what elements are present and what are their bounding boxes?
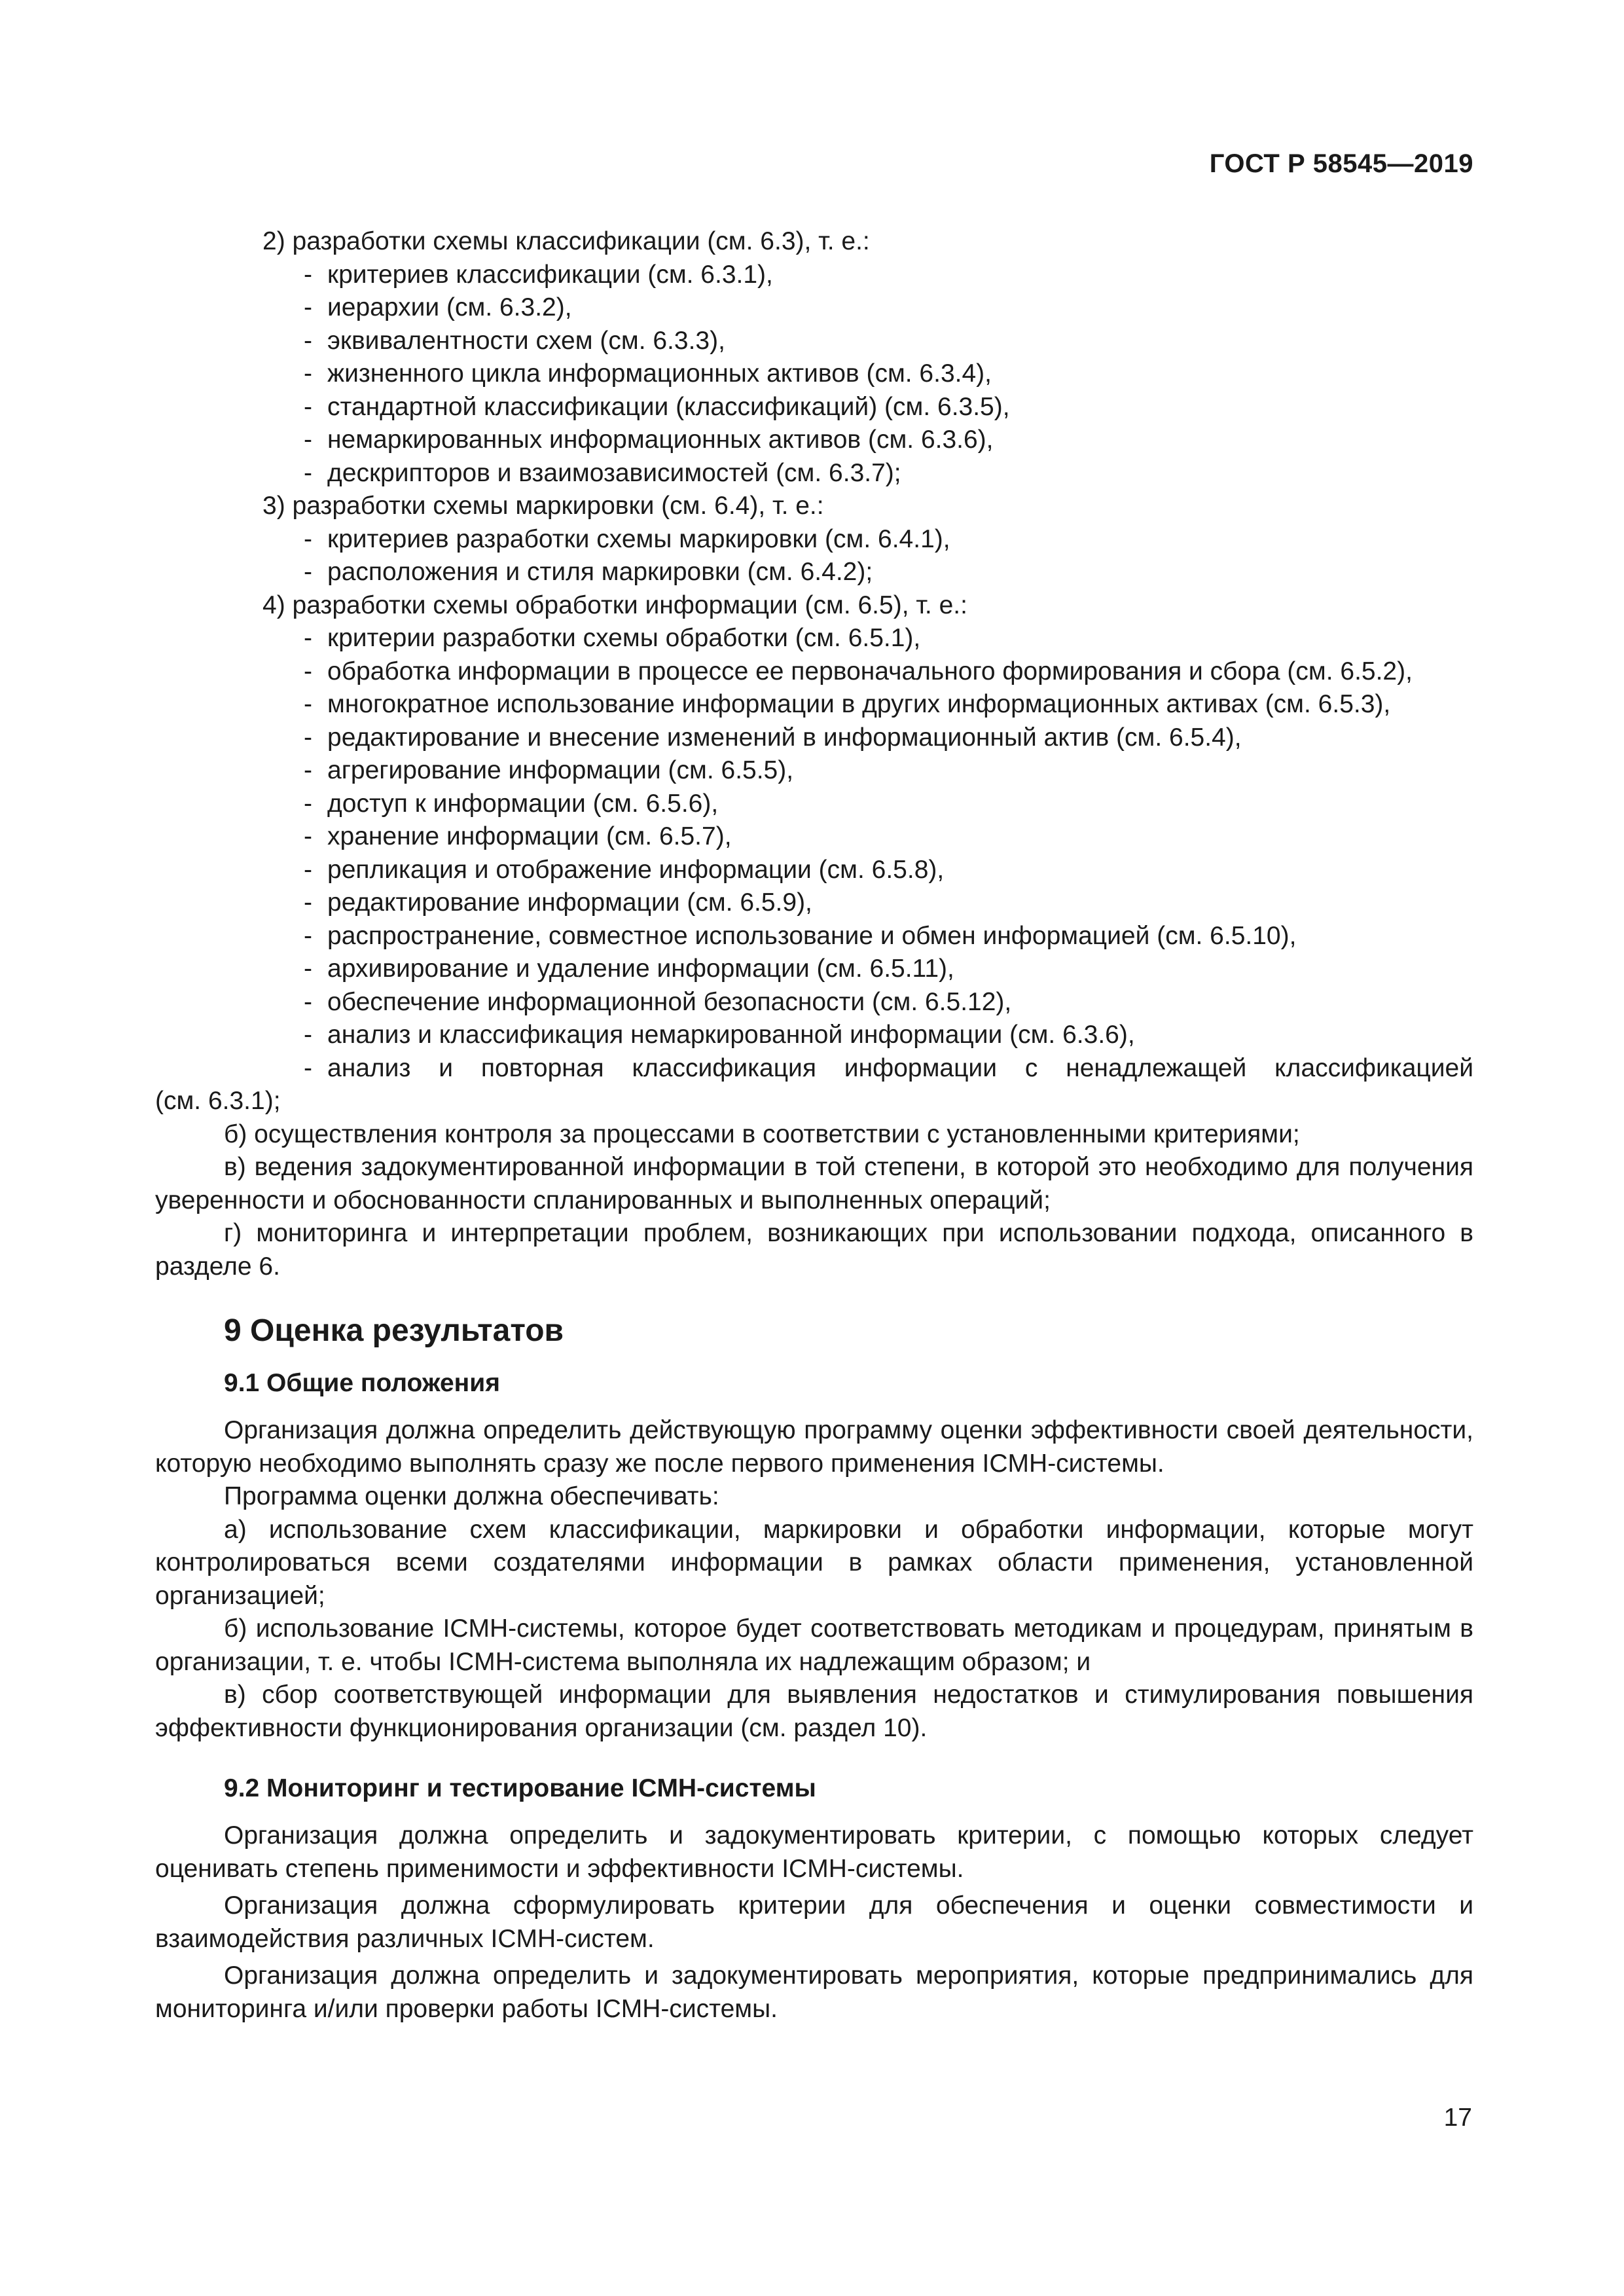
list-item (155, 854, 1473, 887)
list-item (155, 986, 1473, 1019)
paragraph: а) использование схем классификации, маркировки и обработки информации, которые могут контролироваться всеми создателями информации в рамках области применения, установленной организацией; (155, 1515, 1473, 1610)
list-item-title: 3) разработки схемы маркировки (см. 6.4), т. е.: (262, 492, 824, 520)
list-item (155, 622, 1473, 655)
sub-list (155, 259, 1473, 490)
list-item-text: распространение, совместное использование и обмен информацией (см. 6.5.10), (327, 921, 1297, 950)
list-item (155, 788, 1473, 821)
list-item-text: редактирование информации (см. 6.5.9), (327, 888, 812, 917)
list-item (155, 721, 1473, 755)
paragraph: б) использование ICMH-системы, которое будет соответствовать методикам и процедурам, принятым в организации, т. е. чтобы ICMH-система выполняла их надлежащим образом; и (155, 1614, 1473, 1676)
subsection-heading: 9.1 Общие положения (224, 1369, 500, 1397)
list-item (155, 523, 1473, 556)
list-item (155, 259, 1473, 292)
subsection-heading: 9.2 Мониторинг и тестирование ICMH-системы (224, 1774, 816, 1802)
section-heading: 9 Оценка результатов (224, 1313, 564, 1348)
list-item-text: критериев разработки схемы маркировки (см. 6.4.1), (327, 524, 950, 553)
page-number: 17 (1443, 2104, 1472, 2132)
dash-marker: - (304, 756, 312, 784)
list-item-text: эквивалентности схем (см. 6.3.3), (327, 326, 725, 355)
list-item-text: немаркированных информационных активов (см. 6.3.6), (327, 426, 994, 454)
list-item-text: стандартной классификации (классификаций) (см. 6.3.5), (327, 392, 1010, 421)
dash-marker: - (304, 359, 312, 388)
list-item-text: жизненного цикла информационных активов (см. 6.3.4), (327, 359, 992, 388)
paragraph: Организация должна сформулировать критерии для обеспечения и оценки совместимости и взаимодействия различных ICMH-систем. (155, 1891, 1473, 1953)
list-item-continuation: (см. 6.3.1); (155, 1087, 281, 1115)
paragraph: Организация должна определить и задокументировать мероприятия, которые предпринимались для мониторинга и/или проверки работы ICMH-системы. (155, 1961, 1473, 2023)
dash-marker: - (304, 392, 312, 421)
dash-marker: - (304, 921, 312, 950)
dash-marker: - (304, 855, 312, 884)
list-item-text: критерии разработки схемы обработки (см. 6.5.1), (327, 624, 921, 652)
list-item (155, 655, 1473, 689)
list-item (155, 391, 1473, 424)
list-item-text: редактирование и внесение изменений в информационный актив (см. 6.5.4), (327, 723, 1242, 752)
list-item-text: доступ к информации (см. 6.5.6), (327, 789, 719, 818)
list-item: - анализ и повторная классификация информации с ненадлежащей классификацией (304, 1053, 1473, 1082)
list-item (155, 325, 1473, 358)
dash-marker: - (304, 458, 312, 487)
list-item-text: репликация и отображение информации (см. 6.5.8), (327, 855, 945, 884)
list-item (155, 457, 1473, 490)
list-item (155, 556, 1473, 589)
dash-marker: - (304, 690, 312, 718)
dash-marker: - (304, 624, 312, 652)
paragraph: Организация должна определить и задокументировать критерии, с помощью которых следует оценивать степень применимости и эффективности ICMH-системы. (155, 1821, 1473, 1883)
list-item-text: архивирование и удаление информации (см. 6.5.11), (327, 955, 954, 983)
list-item-text: иерархии (см. 6.3.2), (327, 293, 572, 321)
dash-marker: - (304, 822, 312, 850)
paragraph: в) ведения задокументированной информации в той степени, в которой это необходимо для получения уверенности и обоснованности спланированных и выполненных операций; (155, 1153, 1473, 1214)
list-item-text: обеспечение информационной безопасности (см. 6.5.12), (327, 987, 1012, 1016)
list-item-text: дескрипторов и взаимозависимостей (см. 6.3.7); (327, 458, 901, 487)
list-item (155, 754, 1473, 788)
list-item (155, 688, 1473, 721)
paragraph: в) сбор соответствующей информации для выявления недостатков и стимулирования повышения эффективности функционирования организации (см. раздел 10). (155, 1681, 1473, 1742)
paragraph: Организация должна определить действующую программу оценки эффективности своей деятельности, которую необходимо выполнять сразу же после первого применения ICMH-системы. (155, 1416, 1473, 1478)
list-item-text: критериев классификации (см. 6.3.1), (327, 260, 773, 289)
dash-marker: - (304, 955, 312, 983)
list-item (155, 820, 1473, 854)
list-item-title: 2) разработки схемы классификации (см. 6.3), т. е.: (262, 227, 870, 255)
dash-marker: - (304, 987, 312, 1016)
dash-marker: - (304, 426, 312, 454)
dash-marker: - (304, 723, 312, 752)
document-code-header: ГОСТ Р 58545—2019 (1209, 149, 1473, 178)
sub-list (155, 622, 1473, 1052)
dash-marker: - (304, 293, 312, 321)
dash-marker: - (304, 524, 312, 553)
dash-marker: - (304, 789, 312, 818)
dash-marker: - (304, 558, 312, 586)
list-item (155, 886, 1473, 920)
list-item (155, 920, 1473, 953)
list-item (155, 424, 1473, 457)
dash-marker: - (304, 326, 312, 355)
dash-marker: - (304, 260, 312, 289)
list-item (155, 1019, 1473, 1052)
list-item-text: агрегирование информации (см. 6.5.5), (327, 756, 794, 784)
list-item-text: обработка информации в процессе ее первоначального формирования и сбора (см. 6.5.2), (327, 657, 1413, 685)
list-item-text: анализ и классификация немаркированной информации (см. 6.3.6), (327, 1021, 1135, 1049)
list-item (155, 291, 1473, 325)
list-item (155, 953, 1473, 986)
dash-marker: - (304, 888, 312, 917)
document-body (155, 225, 1473, 2026)
list-item (155, 357, 1473, 391)
sub-list (155, 523, 1473, 589)
list-item-title: 4) разработки схемы обработки информации (см. 6.5), т. е.: (262, 591, 967, 619)
dash-marker: - (304, 1021, 312, 1049)
list-item-text: расположения и стиля маркировки (см. 6.4.2); (327, 558, 873, 586)
paragraph: б) осуществления контроля за процессами в соответствии с установленными критериями; (224, 1120, 1300, 1148)
list-item-text: многократное использование информации в других информационных активах (см. 6.5.3), (327, 690, 1391, 718)
list-item-text: хранение информации (см. 6.5.7), (327, 822, 732, 850)
paragraph: Программа оценки должна обеспечивать: (224, 1482, 719, 1510)
dash-marker: - (304, 657, 312, 685)
paragraph: г) мониторинга и интерпретации проблем, возникающих при использовании подхода, описанного в разделе 6. (155, 1219, 1473, 1281)
